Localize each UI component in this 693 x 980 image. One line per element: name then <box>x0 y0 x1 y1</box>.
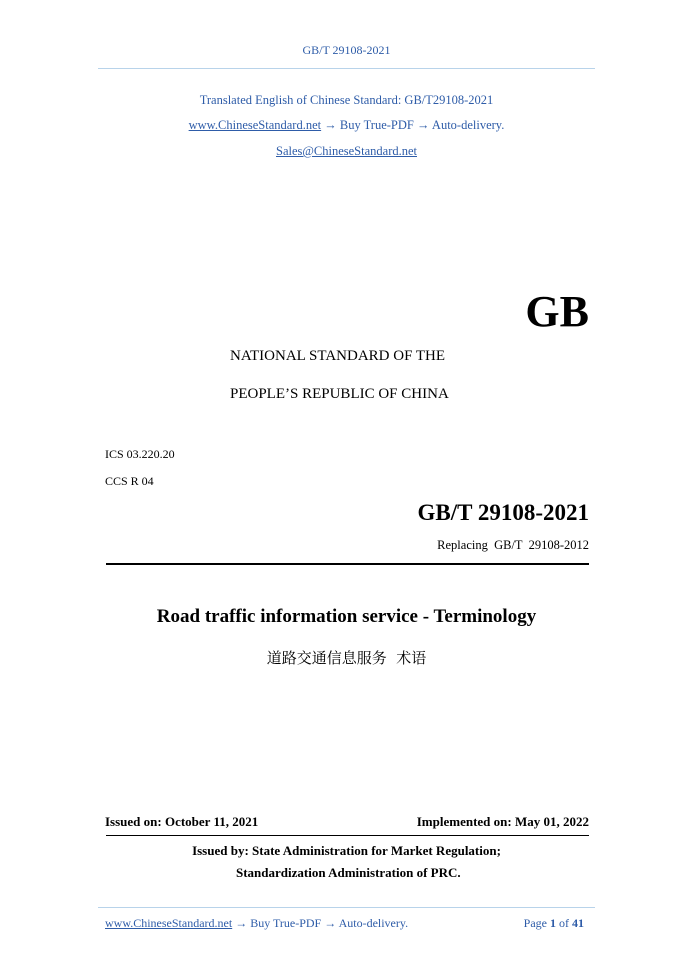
gb-logo: GB <box>525 287 589 336</box>
footer-divider <box>98 907 595 908</box>
sales-line <box>0 144 693 159</box>
page-prefix: Page <box>523 916 550 930</box>
buy-text: → Buy True-PDF → Auto-delivery. <box>321 118 505 132</box>
national-standard-line2: PEOPLE’S REPUBLIC OF CHINA <box>230 386 449 402</box>
title-divider <box>106 563 589 565</box>
page-total: 41 <box>572 916 584 930</box>
replacing-note: Replacing GB/T 29108-2012 <box>437 538 589 552</box>
sales-email-link[interactable]: Sales@ChineseStandard.net <box>276 144 417 158</box>
translated-line: Translated English of Chinese Standard: GB/T29108-2021 <box>199 93 494 107</box>
footer-site-link[interactable]: www.ChineseStandard.net <box>105 916 233 930</box>
header-doc-number: GB/T 29108-2021 <box>302 43 391 57</box>
ccs-code: CCS R 04 <box>105 474 154 488</box>
site-link[interactable]: www.ChineseStandard.net <box>188 118 322 132</box>
issue-divider <box>106 835 589 836</box>
title-english: Road traffic information service - Terminology <box>156 606 537 627</box>
page-indicator <box>524 916 584 931</box>
header-divider <box>98 68 595 69</box>
implemented-on: Implemented on: May 01, 2022 <box>416 814 589 829</box>
title-chinese: 道路交通信息服务 术语 <box>266 649 427 667</box>
national-standard-line1: NATIONAL STANDARD OF THE <box>230 348 446 364</box>
issued-by-line1: Issued by: State Administration for Market Regulation; <box>192 843 501 858</box>
ics-code: ICS 03.220.20 <box>105 447 175 461</box>
issued-by-line2: Standardization Administration of PRC. <box>236 865 461 880</box>
issued-on: Issued on: October 11, 2021 <box>105 814 259 829</box>
page-of: of <box>556 916 572 930</box>
footer-site-line <box>105 916 408 931</box>
standard-number: GB/T 29108-2021 <box>417 500 589 525</box>
page-current: 1 <box>550 916 556 930</box>
site-buy-line <box>0 118 693 133</box>
footer-buy-text: → Buy True-PDF → Auto-delivery. <box>232 916 409 930</box>
